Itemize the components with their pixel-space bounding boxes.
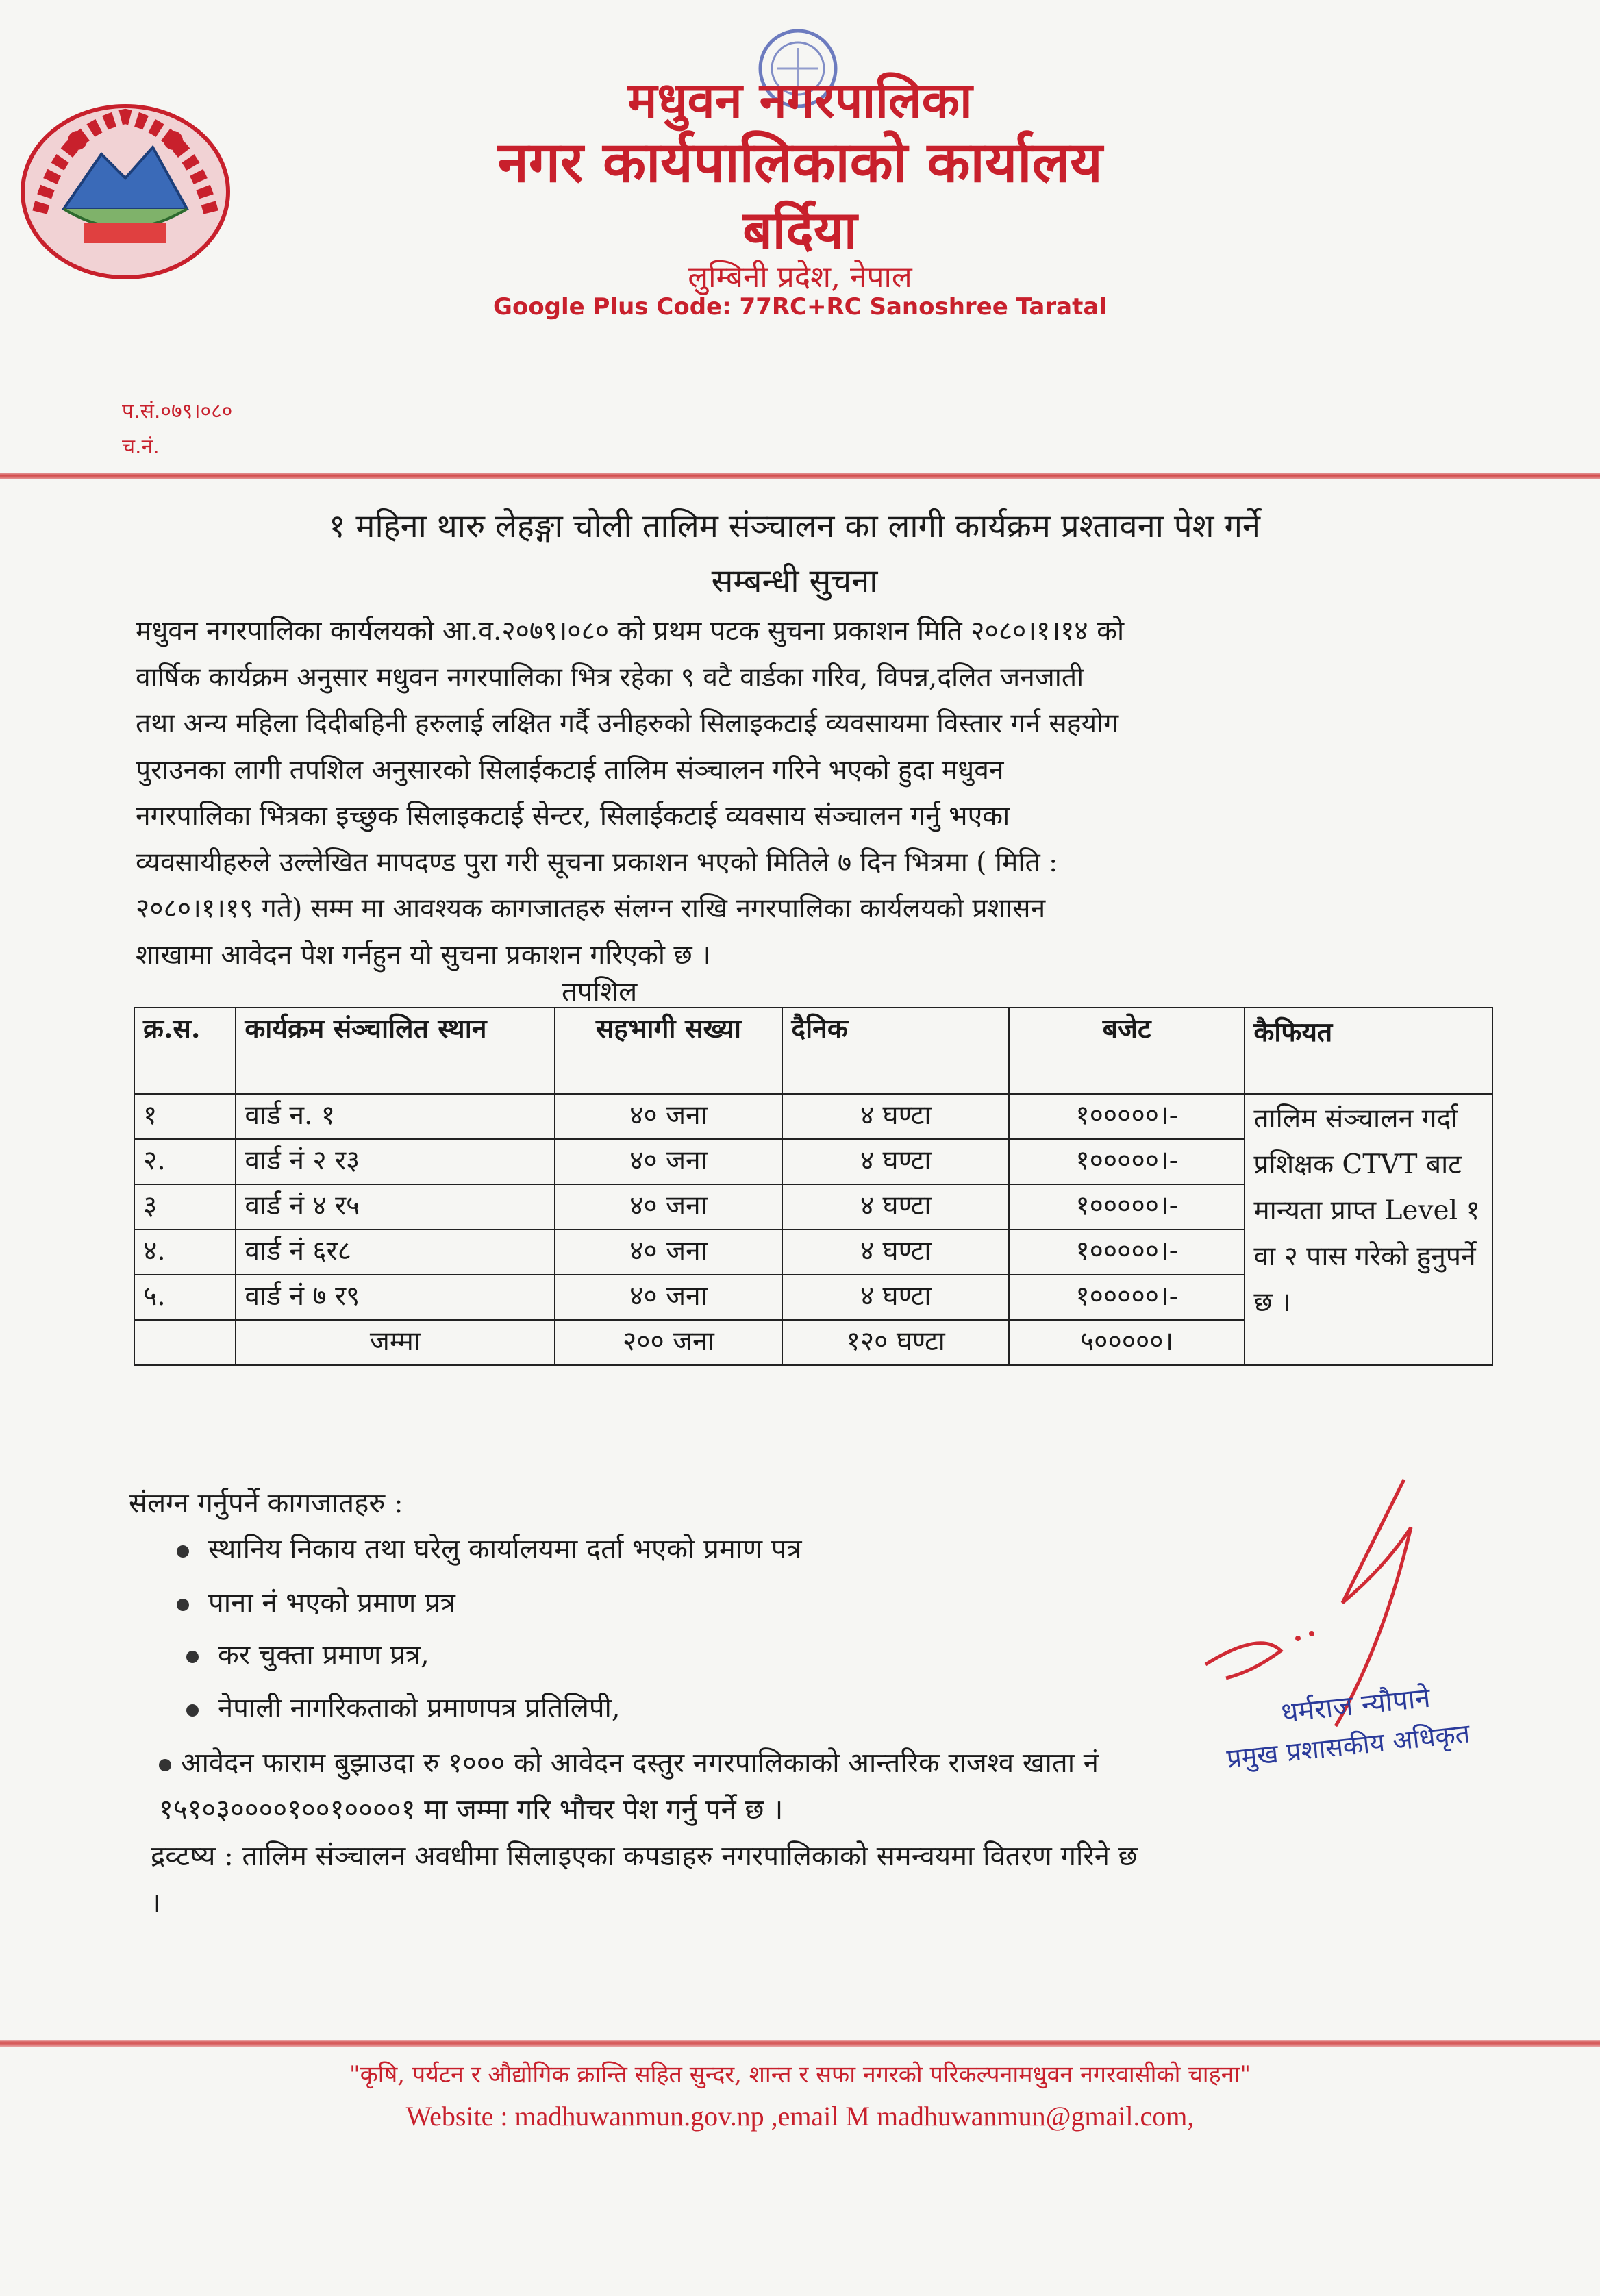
attachment-text: नेपाली नागरिकताको प्रमाणपत्र प्रतिलिपी,: [218, 1693, 621, 1724]
cell-place: वार्ड नं ७ र९: [236, 1275, 554, 1320]
cell-budget: १०००००।-: [1009, 1230, 1245, 1275]
body-line: शाखामा आवेदन पेश गर्नहुन यो सुचना प्रकाशन गरिएको छ ।: [136, 939, 711, 971]
bullet-icon: [177, 1599, 189, 1611]
district-name: बर्दिया: [742, 199, 858, 260]
bullet-icon: [186, 1651, 199, 1663]
attachment-text: कर चुक्ता प्रमाण प्रत्र,: [218, 1639, 429, 1671]
total-budget: ५०००००।: [1009, 1320, 1245, 1365]
body-line: वार्षिक कार्यक्रम अनुसार मधुवन नगरपालिका भित्र रहेका ९ वटै वार्डका गरिव, विपन्न,दलित जनजाती: [136, 662, 1084, 693]
cell-sn: ४.: [134, 1230, 236, 1275]
header-participants: सहभागी सख्या: [555, 1008, 783, 1094]
plus-code: Google Plus Code: 77RC+RC Sanoshree Taratal: [493, 293, 1107, 321]
body-line: पुराउनका लागी तपशिल अनुसारको सिलाईकटाई तालिम संञ्चालन गरिने भएको हुदा मधुवन: [136, 754, 1004, 786]
subject-line-1: १ महिना थारु लेहङ्गा चोली तालिम संञ्चालन का लागी कार्यक्रम प्रश्तावना पेश गर्ने: [328, 508, 1260, 545]
cell-budget: १०००००।-: [1009, 1139, 1245, 1184]
cell-participants: ४० जना: [555, 1139, 783, 1184]
dispatch-number: च.नं.: [122, 435, 160, 459]
body-line: तथा अन्य महिला दिदीबहिनी हरुलाई लक्षित गर्दै उनीहरुको सिलाइकटाई व्यवसायमा विस्तार गर्न सहयोग: [136, 708, 1119, 739]
subject-line-2: सम्बन्धी सुचना: [711, 562, 878, 600]
cell-participants: ४० जना: [555, 1094, 783, 1139]
attachment-item: [186, 1634, 429, 1672]
fee-note-text: आवेदन फाराम बुझाउदा रु १००० को आवेदन दस्तुर नगरपालिकाको आन्तरिक राजश्व खाता नं: [181, 1747, 1099, 1779]
notice-body: [136, 608, 1458, 978]
cell-budget: १०००००।-: [1009, 1184, 1245, 1230]
remark-note-line: द्रव्टष्य : तालिम संञ्चालन अवधीमा सिलाइएका कपडाहरु नगरपालिकाको समन्वयमा वितरण गरिने छ: [151, 1840, 1138, 1872]
cell-sn: १: [134, 1094, 236, 1139]
header-remarks: कैफियत: [1245, 1008, 1492, 1094]
cell-place: वार्ड नं ६र८: [236, 1230, 554, 1275]
municipality-name: मधुवन नगरपालिका: [627, 71, 973, 129]
remark-note-line: ।: [151, 1887, 162, 1919]
cell-sn-empty: [134, 1320, 236, 1365]
footer-divider: [0, 2040, 1600, 2047]
body-line: व्यवसायीहरुले उल्लेखित मापदण्ड पुरा गरी सूचना प्रकाशन भएको मितिले ७ दिन भित्रमा ( मिति :: [136, 847, 1058, 878]
signatory-name: धर्मराज न्यौपाने: [1279, 1682, 1432, 1730]
header-place: कार्यक्रम संञ्चालित स्थान: [236, 1008, 554, 1094]
footer-contact: Website : madhuwanmun.gov.np ,email M madhuwanmun@gmail.com,: [405, 2101, 1195, 2132]
program-table: [134, 1007, 1493, 1366]
header-divider: [0, 473, 1600, 479]
attachment-text: स्थानिय निकाय तथा घरेलु कार्यालयमा दर्ता भएको प्रमाण पत्र: [208, 1534, 802, 1565]
total-participants: २०० जना: [555, 1320, 783, 1365]
body-line: मधुवन नगरपालिका कार्यलयको आ.व.२०७९।०८० को प्रथम पटक सुचना प्रकाशन मिति २०८०।१।१४ को: [136, 616, 1125, 647]
office-name: नगर कार्यपालिकाको कार्यालय: [497, 129, 1103, 195]
cell-sn: २.: [134, 1139, 236, 1184]
header-daily: दैनिक: [782, 1008, 1009, 1094]
cell-remarks: तालिम संञ्चालन गर्दा प्रशिक्षक CTVT बाट मान्यता प्राप्त Level १ वा २ पास गरेको हुनुपर्ने छ ।: [1245, 1094, 1492, 1365]
attachment-item: [177, 1582, 455, 1620]
header-budget: बजेट: [1009, 1008, 1245, 1094]
table-row: [134, 1094, 1492, 1139]
cell-daily: ४ घण्टा: [782, 1139, 1009, 1184]
cell-participants: ४० जना: [555, 1230, 783, 1275]
bullet-icon: [159, 1759, 171, 1771]
fee-note-line: १५१०३००००१००१००००१ मा जम्मा गरि भौचर पेश गर्नु पर्ने छ ।: [159, 1794, 784, 1825]
province-country: लुम्बिनी प्रदेश, नेपाल: [688, 260, 912, 295]
cell-budget: १०००००।-: [1009, 1275, 1245, 1320]
cell-sn: ५.: [134, 1275, 236, 1320]
total-daily: १२० घण्टा: [782, 1320, 1009, 1365]
footer-slogan: "कृषि, पर्यटन र औद्योगिक क्रान्ति सहित सुन्दर, शान्त र सफा नगरको परिकल्पनामधुवन नगरवासीको चाहना": [349, 2061, 1251, 2088]
cell-daily: ४ घण्टा: [782, 1275, 1009, 1320]
bullet-icon: [177, 1545, 189, 1558]
body-line: नगरपालिका भित्रका इच्छुक सिलाइकटाई सेन्टर, सिलाईकटाई व्यवसाय संञ्चालन गर्नु भएका: [136, 801, 1010, 832]
cell-participants: ४० जना: [555, 1275, 783, 1320]
body-line: २०८०।१।१९ गते) सम्म मा आवश्यक कागजातहरु संलग्न राखि नगरपालिका कार्यलयको प्रशासन: [136, 893, 1046, 924]
cell-place: वार्ड नं २ र३: [236, 1139, 554, 1184]
cell-place: वार्ड नं ४ र५: [236, 1184, 554, 1230]
bullet-icon: [186, 1704, 199, 1717]
cell-daily: ४ घण्टा: [782, 1184, 1009, 1230]
header-sn: क्र.स.: [134, 1008, 236, 1094]
cell-sn: ३: [134, 1184, 236, 1230]
attachment-text: पाना नं भएको प्रमाण प्रत्र: [208, 1587, 455, 1619]
attachment-item: [177, 1529, 802, 1567]
cell-place: वार्ड न. १: [236, 1094, 554, 1139]
attachment-item: [186, 1688, 621, 1725]
cell-participants: ४० जना: [555, 1184, 783, 1230]
total-label: जम्मा: [236, 1320, 554, 1365]
cell-budget: १०००००।-: [1009, 1094, 1245, 1139]
reference-number: प.सं.०७९।०८०: [122, 399, 233, 423]
attachments-heading: संलग्न गर्नुपर्ने कागजातहरु :: [129, 1488, 403, 1519]
cell-daily: ४ घण्टा: [782, 1230, 1009, 1275]
cell-daily: ४ घण्टा: [782, 1094, 1009, 1139]
signatory-title: प्रमुख प्रशासकीय अधिकृत: [1225, 1718, 1472, 1774]
table-header-row: [134, 1008, 1492, 1094]
table-caption: तपशिल: [562, 976, 638, 1008]
